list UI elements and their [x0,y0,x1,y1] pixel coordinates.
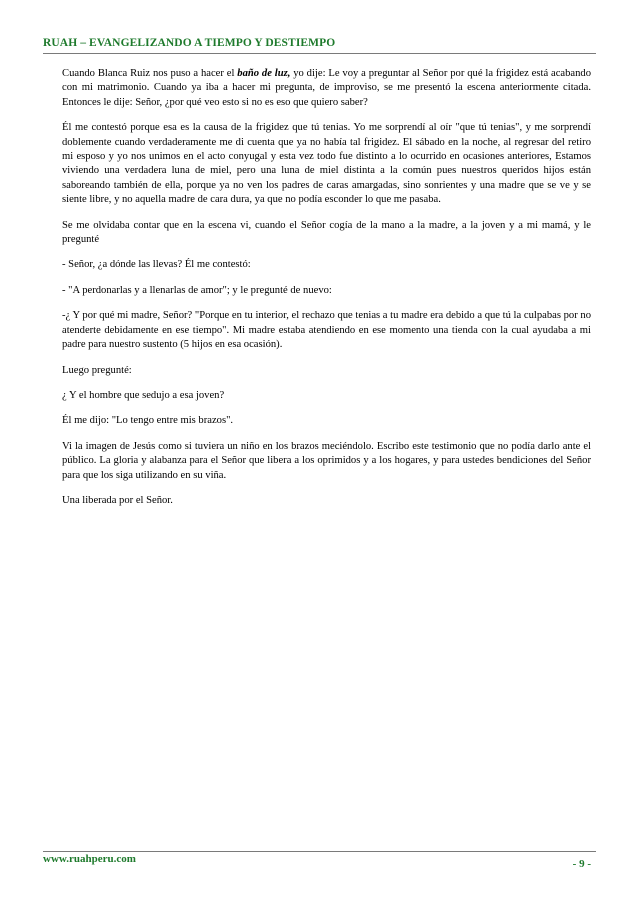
footer-url-link[interactable]: www.ruahperu.com [43,853,136,865]
paragraph-9: Él me dijo: "Lo tengo entre mis brazos". [62,415,234,427]
document-body [62,67,591,519]
paragraph-6: -¿ Y por qué mi madre, Señor? "Porque en tu interior, el rechazo que tenias a tu madre era debido a que tú la culpabas por no atenderte debidamente en ese tiempo". Mi madre estaba atendiendo en ese momento una tienda con la cual ayudaba a mi padre para nuestro sustento (5 hijos en esa ocasión). [62,310,591,351]
paragraph-3: Se me olvidaba contar que en la escena vi, cuando el Señor cogía de la mano a la madre, a la joven y a mi mamá, y le pregunté [62,219,591,246]
paragraph-2: Él me contestó porque esa es la causa de la frigidez que tú tenias. Yo me sorprendí al oír "que tú tenias", y me sorprendí doblemente cuando verdaderamente me di cuenta que ya no había tal frigidez. El sábado en la noche, al regresar del retiro mi esposo y yo nos unimos en el acto conyugal y esta vez todo fue distinto a lo ocurrido en ocasiones anteriores, Estamos viviendo una verdadera luna de miel, pero una luna de miel distinta a la común pues nuestros queridos hijos están saboreando también de ella, porque ya no ven los padres de caras amargadas, sino sonrientes y una madre que se ve y se siente libre, y no aquella madre de cara dura, ya que no podía esconder lo que me pasaba. [62,122,591,206]
header-title: RUAH – EVANGELIZANDO A TIEMPO Y DESTIEMPO [43,37,336,49]
paragraph-1 [62,67,591,110]
paragraph-7: Luego pregunté: [62,364,132,376]
paragraph-1-after: yo dije: Le voy a preguntar al Señor por qué la frigidez está acabando con mi matrimonio. Cuando ya iba a hacer mi pregunta, de improviso, se me presentó la escena anteriormente citada. Entonces le dije: Señor, ¿por qué veo esto si no es eso que quiero saber? [62,68,592,108]
paragraph-5: - "A perdonarlas y a llenarlas de amor"; y le pregunté de nuevo: [62,284,332,296]
paragraph-1-emphasis: baño de luz, [237,68,291,79]
paragraph-11: Una liberada por el Señor. [62,494,173,506]
header-divider [43,53,596,54]
paragraph-1-before: Cuando Blanca Ruiz nos puso a hacer el [62,68,238,79]
paragraph-8: ¿ Y el hombre que sedujo a esa joven? [62,389,225,401]
paragraph-4: - Señor, ¿a dónde las llevas? Él me contestó: [62,259,251,271]
footer-divider [43,851,596,852]
page-number: - 9 - [572,858,591,870]
paragraph-10: Vi la imagen de Jesús como si tuviera un niño en los brazos meciéndolo. Escribo este testimonio que no podía darlo ante el público. La gloria y alabanza para el Señor que libera a los oprimidos y a los hogares, y para ustedes bendiciones del Señor para que los siga utilizando en su viña. [62,440,591,481]
